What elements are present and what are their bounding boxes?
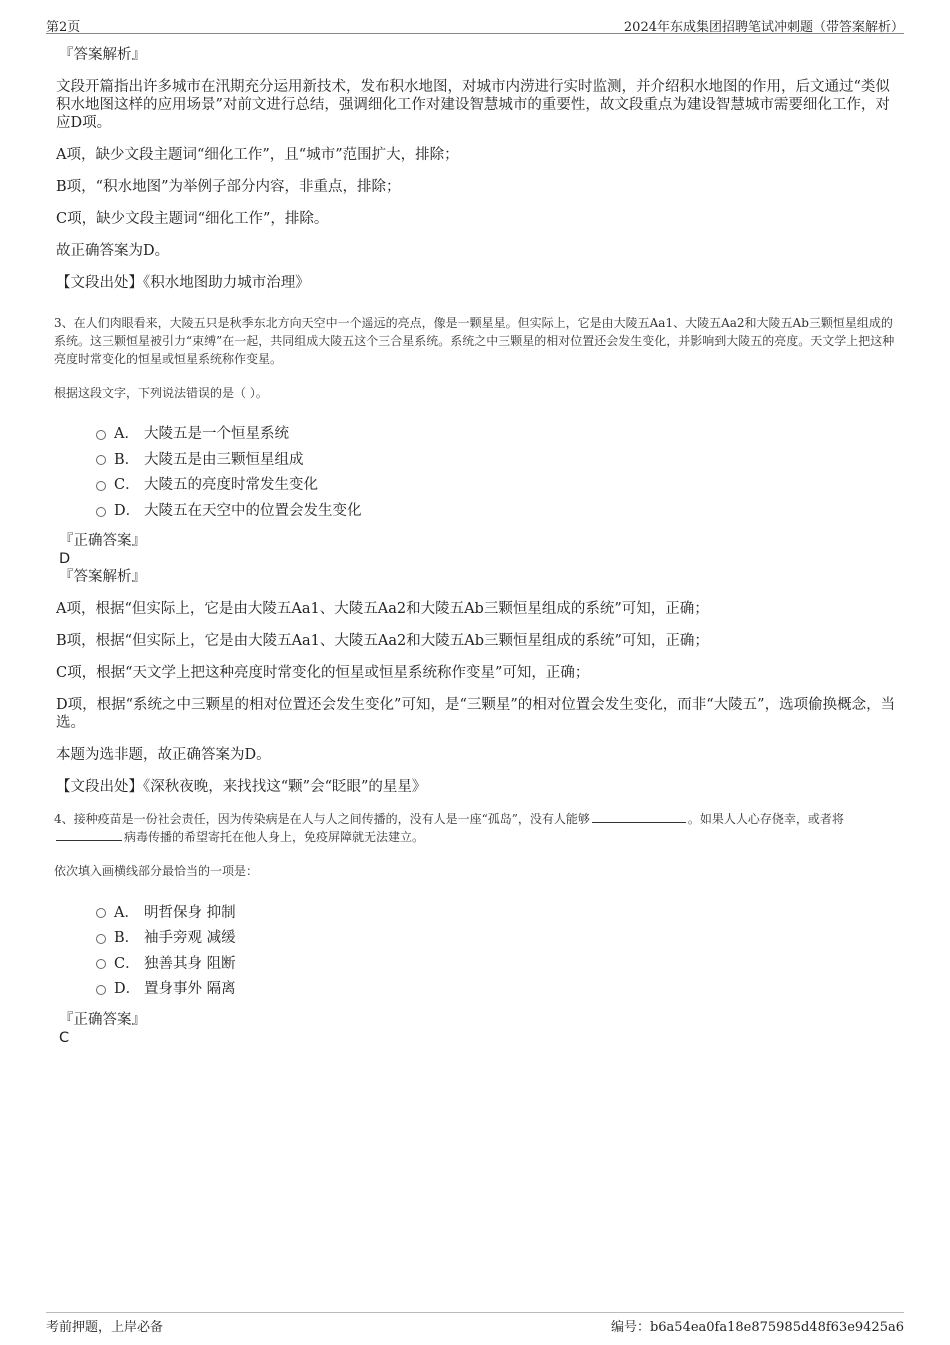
analysis-option-c: C项，根据“天文学上把这种亮度时常变化的恒星或恒星系统称作变星”可知，正确；: [56, 665, 590, 682]
option-a[interactable]: A． 大陵五是一个恒星系统: [96, 420, 902, 446]
option-c[interactable]: C． 大陵五的亮度时常发生变化: [96, 471, 902, 497]
analysis-option-a: A项，缺少文段主题词“细化工作”，且“城市”范围扩大，排除；: [56, 147, 459, 163]
analysis-option-d: D项，根据“系统之中三颗星的相对位置还会发生变化”可知，是“三颗星”的相对位置会发生变化，而非“大陵五”，选项偷换概念，当选。: [56, 697, 896, 732]
radio-icon[interactable]: [96, 481, 106, 491]
option-d[interactable]: D． 置身事外 隔离: [96, 975, 902, 1001]
radio-icon[interactable]: [96, 430, 106, 440]
analysis-option-b: B项，根据“但实际上，它是由大陵五Aa1、大陵五Aa2和大陵五Ab三颗恒星组成的系统”可知，正确；: [56, 633, 709, 650]
analysis-paragraph: 文段开篇指出许多城市在汛期充分运用新技术，发布积水地图，对城市内涝进行实时监测，并介绍积水地图的作用，后文通过“类似积水地图这样的应用场景”对前文进行总结，强调细化工作对建设智慧城市的重要性，故文段重点为建设智慧城市需要细化工作，对应D项。: [56, 79, 890, 131]
question-3-options: [96, 420, 902, 522]
radio-icon[interactable]: [96, 455, 106, 465]
passage-source: 【文段出处】《积水地图助力城市治理》: [56, 275, 310, 291]
radio-icon[interactable]: [96, 934, 106, 944]
analysis-tag: 『答案解析』: [59, 47, 146, 63]
question-4-stem: 4、接种疫苗是一份社会责任，因为传染病是在人与人之间传播的，没有人是一座“孤岛”，没有人能够 。如果人人心存侥幸，或者将病毒传播的希望寄托在他人身上，免疫屏障就无法建立。: [54, 812, 844, 845]
page-header: [46, 14, 904, 34]
footer-slogan: 考前押题，上岸必备: [46, 1320, 164, 1335]
option-c[interactable]: C． 独善其身 阻断: [96, 950, 902, 976]
question-3-prompt: 根据这段文字，下列说法错误的是（ ）。: [54, 386, 268, 400]
fill-blank-2: [56, 829, 122, 841]
option-d[interactable]: D． 大陵五在天空中的位置会发生变化: [96, 497, 902, 523]
analysis-option-b: B项，“积水地图”为举例子部分内容，非重点，排除；: [56, 179, 401, 195]
answer-tag: 『正确答案』: [59, 533, 146, 550]
page-content: [56, 46, 902, 1047]
analysis-option-a: A项，根据“但实际上，它是由大陵五Aa1、大陵五Aa2和大陵五Ab三颗恒星组成的系统”可知，正确；: [56, 601, 709, 618]
analysis-tag: 『答案解析』: [59, 569, 146, 586]
analysis-conclusion: 故正确答案为D。: [56, 243, 170, 259]
option-a[interactable]: A． 明哲保身 抑制: [96, 898, 902, 924]
document-code: 编号：b6a54ea0fa18e875985d48f63e9425a6: [610, 1320, 904, 1335]
page-footer: [46, 1312, 904, 1336]
question-3-stem: 3、在人们肉眼看来，大陵五只是秋季东北方向天空中一个遥远的亮点，像是一颗星星。但实际上，它是由大陵五Aa1、大陵五Aa2和大陵五Ab三颗恒星组成的系统。这三颗恒星被引力“束缚”在一起，共同组成大陵五这个三合星系统。系统之中三颗星的相对位置还会发生变化，并影响到大陵五的亮度。天文学上把这种亮度时常变化的恒星或恒星系统称作变星。: [54, 316, 895, 366]
fill-blank-1: [592, 811, 686, 823]
document-title: 2024年东成集团招聘笔试冲刺题（带答案解析）: [623, 20, 904, 35]
radio-icon[interactable]: [96, 908, 106, 918]
correct-answer: C: [59, 1029, 70, 1046]
radio-icon[interactable]: [96, 959, 106, 969]
analysis-conclusion: 本题为选非题，故正确答案为D。: [56, 747, 271, 764]
answer-tag: 『正确答案』: [59, 1011, 146, 1028]
radio-icon[interactable]: [96, 507, 106, 517]
passage-source: 【文段出处】《深秋夜晚，来找找这“颗”会“眨眼”的星星》: [56, 779, 427, 796]
question-4-prompt: 依次填入画横线部分最恰当的一项是：: [54, 864, 259, 879]
question-4-options: [96, 898, 902, 1000]
page-number: 第2页: [46, 20, 81, 35]
correct-answer: D: [59, 551, 71, 568]
option-b[interactable]: B． 大陵五是由三颗恒星组成: [96, 446, 902, 472]
analysis-option-c: C项，缺少文段主题词“细化工作”，排除。: [56, 211, 329, 227]
option-b[interactable]: B． 袖手旁观 减缓: [96, 924, 902, 950]
radio-icon[interactable]: [96, 985, 106, 995]
